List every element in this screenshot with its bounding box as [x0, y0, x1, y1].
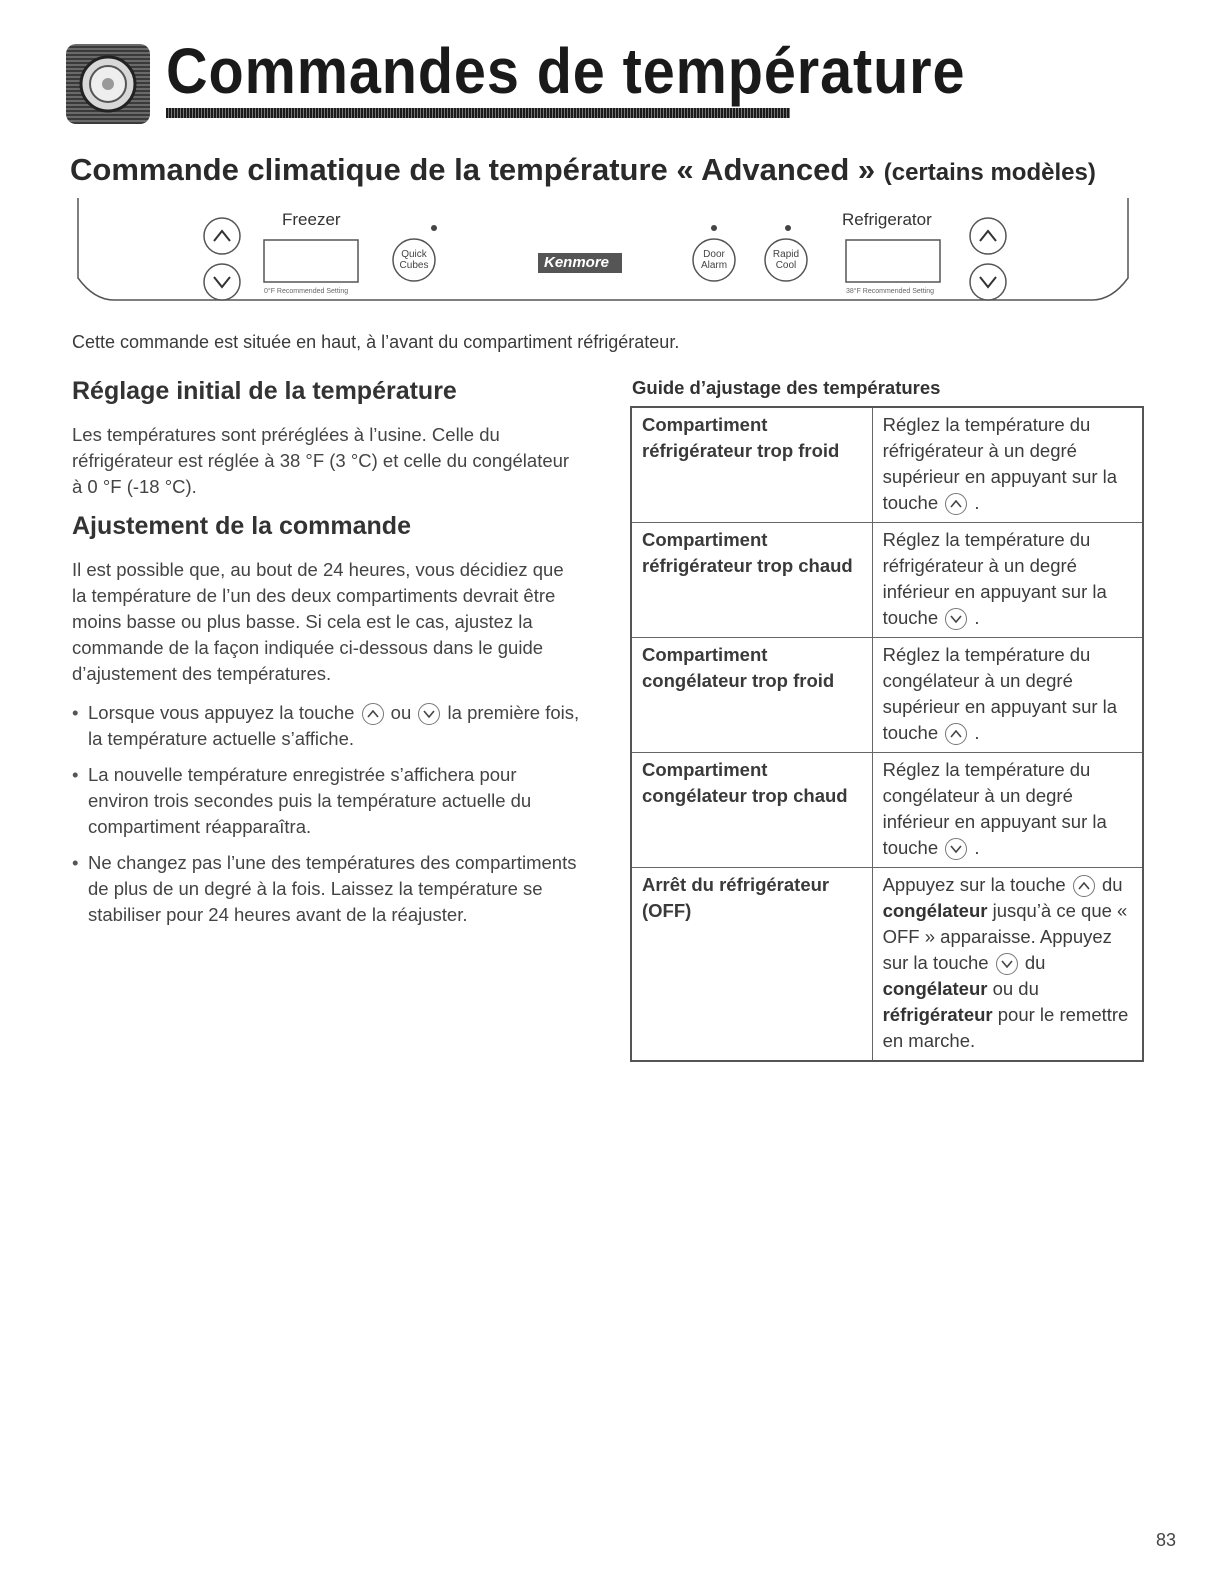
title-underline: [166, 108, 790, 118]
initial-heading: Réglage initial de la température: [72, 377, 457, 405]
refrigerator-label: Refrigerator: [842, 210, 932, 229]
initial-text: Les températures sont préréglées à l’usine. Celle du réfrigérateur est réglée à 38 °F (3 °C) et celle du congélateur à 0 °F (-18 °C).: [72, 424, 570, 497]
action-cell: Réglez la température du réfrigérateur à un degré supérieur en appuyant sur la touche .: [872, 407, 1143, 523]
action-cell: Appuyez sur la touche du congélateur jusqu’à ce que « OFF » apparaisse. Appuyez sur la touche du congélateur ou du réfrigérateur pour le remettre en marche.: [872, 868, 1143, 1062]
list-item: • Ne changez pas l’une des températures des compartiments de plus de un degré à la fois. Laissez la température se stabiliser pour 24 heures avant de la réajuster.: [72, 850, 582, 928]
rapid-cool-label: Rapid Cool: [772, 249, 800, 271]
refrigerator-display: [846, 240, 940, 282]
up-arrow-icon: [362, 703, 384, 725]
table-row: [631, 868, 1143, 1062]
condition-cell: Compartiment congélateur trop froid: [631, 638, 872, 753]
freezer-recommended-note: 0°F Recommended Setting: [264, 288, 349, 295]
quick-cubes-label: Quick Cubes: [399, 249, 429, 271]
kenmore-text: Kenmore: [544, 254, 610, 271]
adjust-text: Il est possible que, au bout de 24 heures, vous décidiez que la température de l’un des deux compartiments devrait être moins basse ou plus basse. Si cela est le cas, ajustez la commande de la façon indiquée ci-dessous dans le guide d’ajustement des températures.: [72, 559, 564, 684]
action-cell: Réglez la température du congélateur à un degré inférieur en appuyant sur la touche .: [872, 753, 1143, 868]
intro-text: Cette commande est située en haut, à l’avant du compartiment réfrigérateur.: [72, 332, 680, 352]
action-cell: Réglez la température du réfrigérateur à un degré inférieur en appuyant sur la touche .: [872, 523, 1143, 638]
down-arrow-icon: [996, 953, 1018, 975]
refrigerator-down-button[interactable]: [970, 264, 1006, 300]
control-panel-illustration: [74, 196, 1132, 318]
list-item: • Lorsque vous appuyez la touche ou la première fois, la température actuelle s’affiche.: [72, 700, 582, 752]
page-number: 83: [1156, 1530, 1177, 1550]
table-row: [631, 753, 1143, 868]
section-subtitle: [70, 152, 1096, 188]
condition-cell: Compartiment réfrigérateur trop chaud: [631, 523, 872, 638]
temperature-guide-table: [630, 406, 1144, 1062]
action-cell: Réglez la température du congélateur à un degré supérieur en appuyant sur la touche .: [872, 638, 1143, 753]
up-arrow-icon: [945, 493, 967, 515]
list-item: • La nouvelle température enregistrée s’affichera pour environ trois secondes puis la température actuelle du compartiment réapparaîtra.: [72, 762, 582, 840]
up-arrow-icon: [1073, 875, 1095, 897]
table-row: [631, 523, 1143, 638]
subtitle-note: (certains modèles): [883, 159, 1096, 186]
condition-cell: Arrêt du réfrigérateur (OFF): [631, 868, 872, 1062]
door-alarm-label: Door Alarm: [700, 249, 728, 271]
condition-cell: Compartiment réfrigérateur trop froid: [631, 407, 872, 523]
dial-logo-icon: [66, 44, 150, 124]
down-arrow-icon: [418, 703, 440, 725]
freezer-display: [264, 240, 358, 282]
refrigerator-recommended-note: 38°F Recommended Setting: [846, 288, 935, 295]
freezer-down-button[interactable]: [204, 264, 240, 300]
freezer-up-button[interactable]: [204, 218, 240, 254]
up-arrow-icon: [945, 723, 967, 745]
down-arrow-icon: [945, 608, 967, 630]
adjust-heading: Ajustement de la commande: [72, 512, 411, 540]
refrigerator-up-button[interactable]: [970, 218, 1006, 254]
page-title: Commandes de température: [166, 35, 966, 107]
freezer-label: Freezer: [282, 210, 341, 229]
table-row: [631, 638, 1143, 753]
adjust-bullet-list: [72, 700, 582, 938]
condition-cell: Compartiment congélateur trop chaud: [631, 753, 872, 868]
guide-title: Guide d’ajustage des températures: [632, 377, 941, 398]
down-arrow-icon: [945, 838, 967, 860]
table-row: [631, 407, 1143, 523]
subtitle-text: Commande climatique de la température « Advanced »: [70, 152, 876, 187]
